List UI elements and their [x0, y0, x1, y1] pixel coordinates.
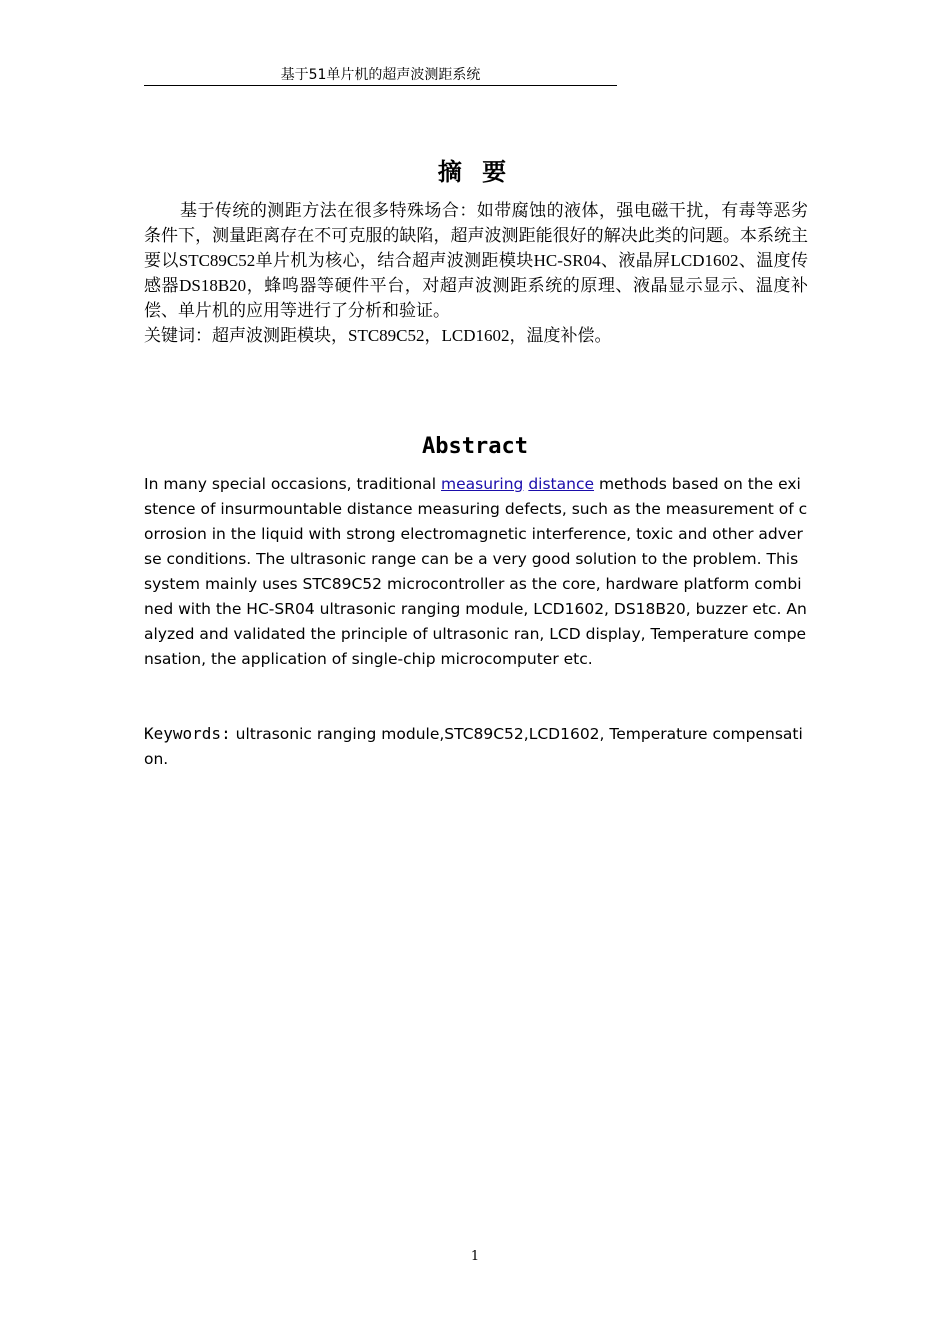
english-abstract-title: Abstract [422, 434, 528, 459]
distance-link[interactable]: distance [528, 475, 595, 493]
keywords-text: ultrasonic ranging module,STC89C52,LCD1602, Temperature compensation. [144, 725, 803, 768]
page-header: 基于51单片机的超声波测距系统 [144, 66, 617, 86]
page-number: 1 [470, 1249, 480, 1264]
english-abstract-body [144, 472, 808, 672]
english-keywords [144, 721, 808, 772]
chinese-abstract-title: 摘 要 [437, 157, 513, 186]
chinese-keywords: 关键词：超声波测距模块，STC89C52，LCD1602，温度补偿。 [144, 326, 612, 345]
chinese-abstract-body [144, 198, 808, 348]
abstract-text-start: In many special occasions, traditional [144, 475, 442, 493]
chinese-abstract-paragraph: 基于传统的测距方法在很多特殊场合：如带腐蚀的液体，强电磁干扰，有毒等恶劣条件下，测量距离存在不可克服的缺陷，超声波测距能很好的解决此类的问题。本系统主要以STC89C52单片机为核心，结合超声波测距模块HC-SR04、液晶屏LCD1602、温度传感器DS18B20，蜂鸣器等硬件平台，对超声波测距系统的原理、液晶显示显示、温度补偿、单片机的应用等进行了分析和验证。 [144, 201, 808, 320]
measuring-link[interactable]: measuring [441, 475, 524, 493]
abstract-text-rest: methods based on the existence of insurmountable distance measuring defects, such as the measurement of corrosion in the liquid with strong electromagnetic interference, toxic and other adverse conditions. The ultrasonic range can be a very good solution to the problem. This system mainly uses STC89C52 microcontroller as the core, hardware platform combined with the HC-SR04 ultrasonic ranging module, LCD1602, DS18B20, buzzer etc. Analyzed and validated the principle of ultrasonic ran, LCD display, Temperature compensation, the application of single-chip microcomputer etc. [144, 475, 808, 668]
keywords-label: Keywords: [144, 724, 231, 743]
